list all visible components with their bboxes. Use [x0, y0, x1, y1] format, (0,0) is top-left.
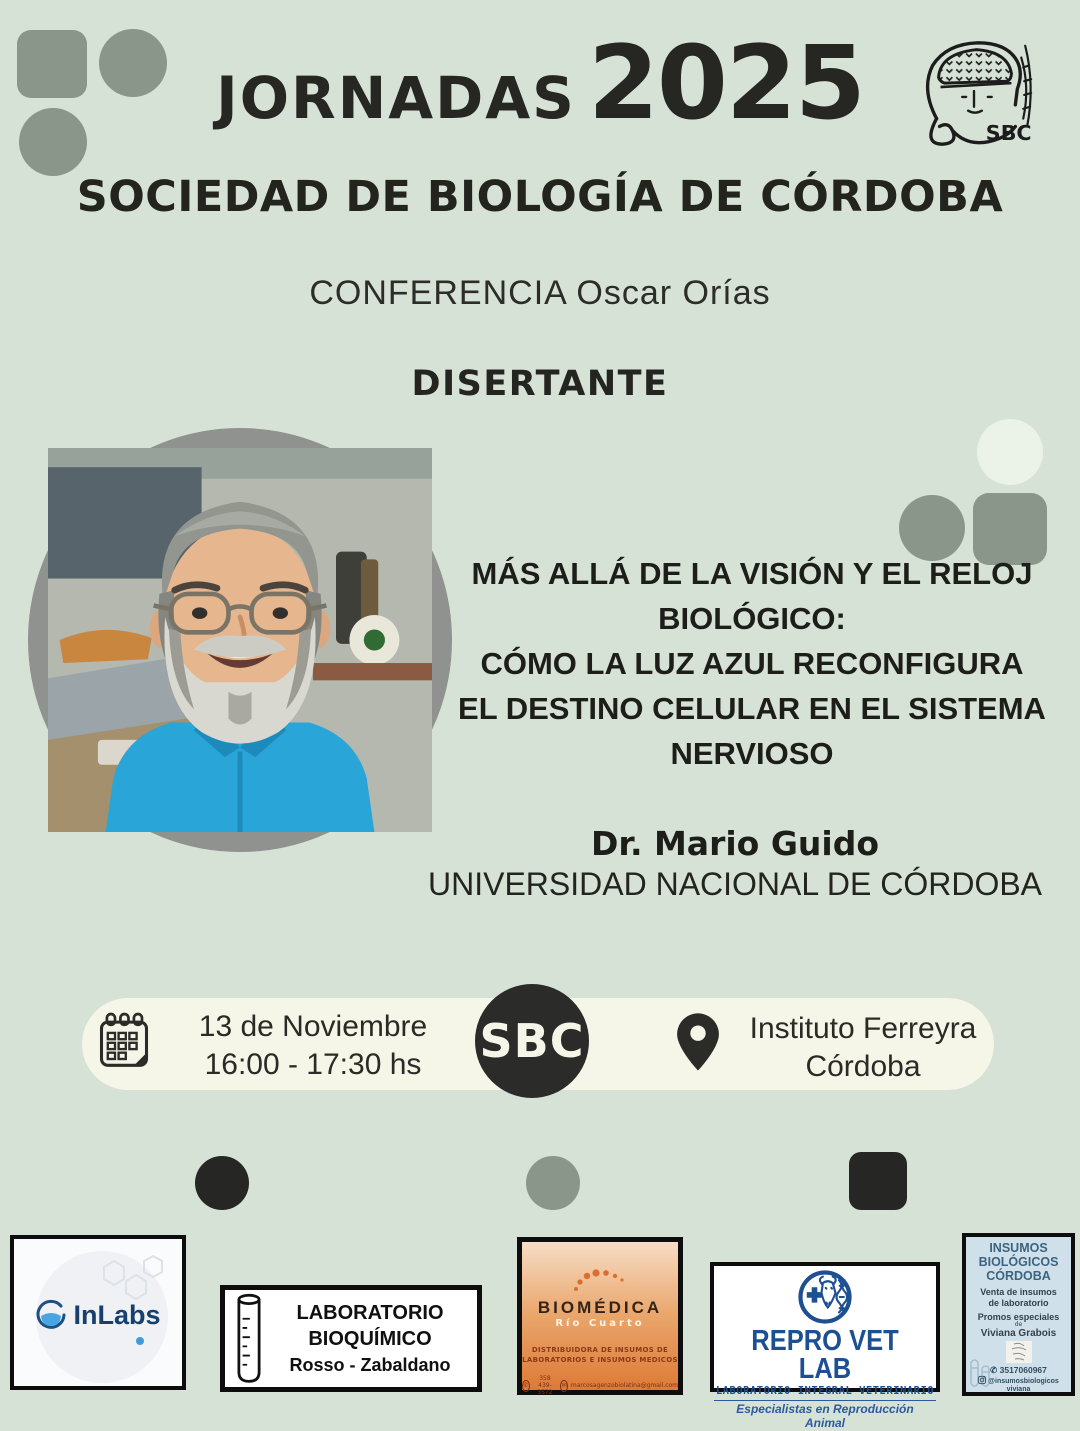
talk-title-line: MÁS ALLÁ DE LA VISIÓN Y EL RELOJ	[471, 556, 1033, 591]
bioquimico-owners: Rosso - Zabaldano	[289, 1354, 451, 1375]
reprovet-logo-icon	[796, 1269, 854, 1325]
event-location	[733, 1010, 993, 1086]
reprovet-tagline: Especialistas en Reproducción Animal	[714, 1400, 936, 1430]
insumos-instagram-handle: @insumosbiologicos	[988, 1378, 1059, 1385]
event-time: 16:00 - 17:30 hs	[204, 1048, 422, 1081]
talk-title-line: CÓMO LA LUZ AZUL RECONFIGURA	[480, 646, 1024, 681]
sbc-logo-text: SBC	[985, 121, 1032, 146]
conference-name: CONFERENCIA Oscar Orías	[309, 274, 771, 312]
deco-dot-gray	[526, 1156, 580, 1210]
insumos-de: de	[1014, 1321, 1023, 1328]
phone-icon: ✆	[522, 1380, 530, 1392]
speaker-name: Dr. Mario Guido	[590, 824, 880, 863]
insumos-promos: Promos especiales	[977, 1312, 1060, 1322]
insumos-title	[966, 1241, 1071, 1283]
event-location-venue: Instituto Ferreyra	[749, 1012, 977, 1045]
biomedica-city: Río Cuarto	[555, 1318, 645, 1329]
deco-dot-dark	[195, 1156, 249, 1210]
insumos-phone: 3517060967	[999, 1365, 1047, 1375]
insumos-instagram-handle2: viviana	[1006, 1386, 1031, 1393]
deco-circle-right-light	[977, 419, 1043, 485]
biomedica-desc-line2: LABORATORIOS E INSUMOS MEDICOS	[522, 1356, 678, 1364]
sponsor-repro-vet-lab	[710, 1262, 940, 1430]
deco-square-dark	[849, 1152, 907, 1210]
insumos-title-line3: CÓRDOBA	[986, 1269, 1051, 1283]
bioquimico-text	[263, 1300, 477, 1378]
inlabs-blue-dot	[136, 1337, 144, 1345]
biomedica-name: BIOMÉDICA	[537, 1298, 663, 1317]
insumos-body	[966, 1287, 1071, 1309]
biomedica-contact	[522, 1375, 678, 1396]
insumos-title-line1: INSUMOS	[989, 1241, 1048, 1255]
organization-name: SOCIEDAD DE BIOLOGÍA DE CÓRDOBA	[76, 172, 1004, 222]
sbc-badge-text: SBC	[479, 1014, 585, 1068]
inlabs-logo-row	[14, 1299, 182, 1331]
biomedica-description	[522, 1345, 678, 1365]
sponsor-biomedica	[517, 1237, 683, 1395]
poster-year: 2025	[587, 24, 864, 143]
poster-title: JORNADAS	[216, 64, 576, 132]
calendar-icon	[97, 1010, 151, 1072]
insumos-title-line2: BIOLÓGICOS	[978, 1255, 1059, 1269]
sponsor-inlabs	[10, 1235, 186, 1390]
event-date: 13 de Noviembre	[198, 1010, 428, 1043]
talk-title-line: BIOLÓGICO:	[658, 601, 846, 636]
sponsor-insumos-biologicos	[962, 1233, 1075, 1396]
sbc-sketch-logo-icon	[905, 28, 1043, 156]
insumos-body-line2: de laboratorio	[988, 1298, 1049, 1308]
speaker-portrait-illustration	[48, 448, 432, 832]
sponsor-laboratorio-bioquimico	[220, 1285, 482, 1392]
speaker-photo	[28, 428, 452, 852]
event-location-city: Córdoba	[805, 1050, 921, 1083]
insumos-photo-thumbnail	[1006, 1341, 1032, 1363]
event-datetime	[158, 1008, 468, 1084]
insumos-owner-name: Viviana Grabois	[980, 1328, 1057, 1339]
lab-glassware-watermark	[968, 1356, 998, 1390]
insumos-body-line1: Venta de insumos	[980, 1287, 1057, 1297]
bioquimico-name: LABORATORIO BIOQUÍMICO	[296, 1301, 444, 1350]
speaker-heading: DISERTANTE	[411, 364, 669, 404]
test-tube-icon	[235, 1293, 263, 1385]
talk-title	[432, 551, 1072, 776]
biomedica-desc-line1: DISTRIBUIDORA DE INSUMOS DE	[531, 1346, 669, 1354]
biomedica-email: marcosagenzobiolatina@gmail.com	[570, 1382, 679, 1389]
location-pin-icon	[676, 1012, 720, 1072]
speaker-affiliation: UNIVERSIDAD NACIONAL DE CÓRDOBA	[427, 866, 1043, 902]
sbc-badge	[475, 984, 589, 1098]
email-icon: ✉	[560, 1380, 568, 1392]
biomedica-dots-icon	[570, 1270, 630, 1292]
reprovet-subtitle: LABORATORIO INTEGRAL VETERINARIO	[715, 1385, 935, 1397]
reprovet-name: REPRO VET LAB	[751, 1325, 899, 1385]
talk-title-line: EL DESTINO CELULAR EN EL SISTEMA	[458, 691, 1046, 726]
talk-title-line: NERVIOSO	[670, 736, 834, 771]
inlabs-flask-icon	[35, 1299, 67, 1331]
phone-icon: ✆	[990, 1365, 998, 1375]
inlabs-logo-text: InLabs	[73, 1299, 161, 1330]
biomedica-phone: 358 439-3572	[537, 1375, 553, 1396]
